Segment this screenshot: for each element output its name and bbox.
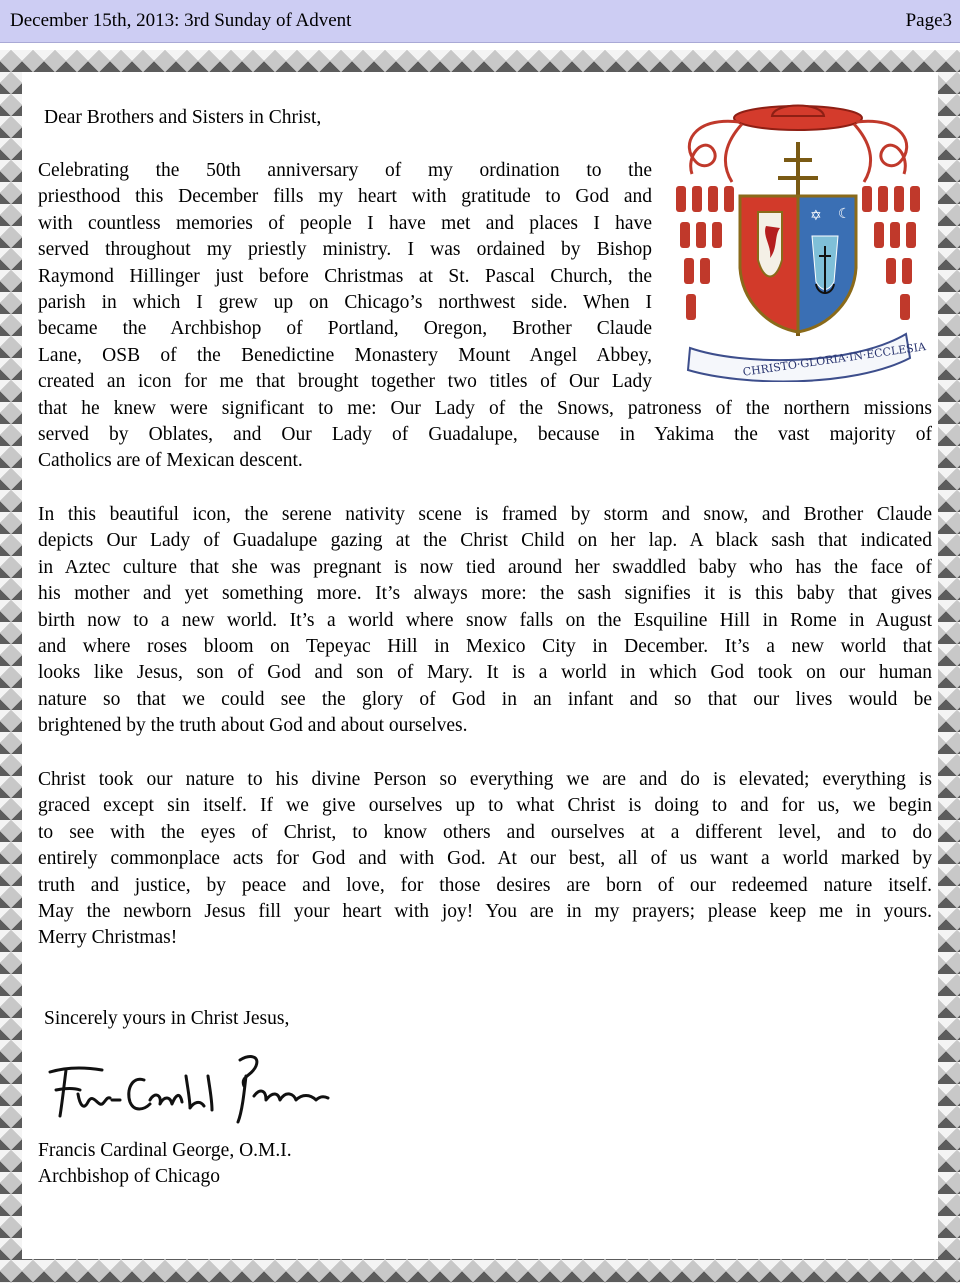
paragraph-3: [38, 767, 932, 952]
shield-icon: [740, 196, 856, 332]
paragraph-2: [38, 502, 932, 740]
paragraph-1-narrow: [38, 158, 652, 396]
text-line: served by Oblates, and Our Lady of Guadalupe, because in Yakima the vast majority of: [38, 424, 932, 445]
text-line: became the Archbishop of Portland, Oregon, Brother Claude: [38, 318, 652, 340]
text-line: truth and justice, by peace and love, for those desires are born of our redeemed nature itself.: [38, 874, 932, 896]
svg-text:☾: ☾: [838, 206, 851, 222]
text-line: with countless memories of people I have met and places I have: [38, 212, 652, 234]
paragraph-1-wide: [38, 396, 932, 475]
text-line: Christ took our nature to his divine Person so everything we are and do is elevated; everything is: [38, 769, 932, 790]
text-line: Lane, OSB of the Benedictine Monastery Mount Angel Abbey,: [38, 344, 652, 366]
text-line: entirely commonplace acts for God and with God. At our best, all of us want a world marked by: [38, 848, 932, 870]
text-line: created an icon for me that brought together two titles of Our Lady: [38, 371, 652, 393]
text-line: parish in which I grew up on Chicago’s northwest side. When I: [38, 292, 652, 314]
text-line: Merry Christmas!: [38, 927, 178, 949]
text-line: brightened by the truth about God and about ourselves.: [38, 715, 468, 737]
text-line: looks like Jesus, son of God and son of Mary. It is a world in which God took on our human: [38, 662, 932, 684]
text-line: Raymond Hillinger just before Christmas at St. Pascal Church, the: [38, 265, 652, 287]
header-title: December 15th, 2013: 3rd Sunday of Advent: [10, 10, 352, 31]
cardinal-hat-icon: [734, 106, 862, 131]
text-line: his mother and yet something more. It’s always more: the sash signifies it is this baby that gives: [38, 583, 932, 605]
motto-banner: [688, 334, 928, 381]
signer-title: Archbishop of Chicago: [38, 1166, 220, 1188]
text-line: In this beautiful icon, the serene nativity scene is framed by storm and snow, and Brother Claude: [38, 504, 932, 525]
text-line: May the newborn Jesus fill your heart with joy! You are in my prayers; please keep me in yours.: [38, 901, 932, 923]
text-line: graced except sin itself. If we give ourselves up to what Christ is doing to and for us, we begin: [38, 795, 932, 817]
text-line: birth now to a new world. It’s a world where snow falls on the Esquiline Hill in Rome in August: [38, 609, 932, 631]
text-line: priesthood this December fills my heart with gratitude to God and: [38, 186, 652, 208]
signer-name: Francis Cardinal George, O.M.I.: [38, 1140, 292, 1161]
svg-text:✡: ✡: [810, 208, 822, 224]
page-header: [0, 0, 960, 43]
text-line: depicts Our Lady of Guadalupe gazing at the Christ Child on her lap. A black sash that indicated: [38, 530, 932, 552]
page-number: Page3: [905, 10, 952, 31]
signature-image: [40, 1046, 332, 1126]
text-line: Celebrating the 50th anniversary of my ordination to the: [38, 160, 652, 181]
text-line: Catholics are of Mexican descent.: [38, 450, 303, 472]
text-line: nature so that we could see the glory of God in an infant and so that our lives would be: [38, 688, 932, 710]
coat-of-arms-image: [662, 86, 934, 382]
text-line: to see with the eyes of Christ, to know others and ourselves at a different level, and to do: [38, 821, 932, 843]
text-line: that he knew were significant to me: Our Lady of the Snows, patroness of the northern missions: [38, 397, 932, 419]
salutation: Dear Brothers and Sisters in Christ,: [44, 107, 322, 128]
svg-text:CHRISTO·GLORIA·IN·ECCLESIA: CHRISTO·GLORIA·IN·ECCLESIA: [741, 340, 927, 379]
text-line: and where roses bloom on Tepeyac Hill in Mexico City in December. It’s a new world that: [38, 636, 932, 658]
text-line: in Aztec culture that she was pregnant is now tied around her swaddled baby who has the face of: [38, 556, 932, 578]
closing: Sincerely yours in Christ Jesus,: [44, 1008, 290, 1029]
text-line: served throughout my priestly ministry. I was ordained by Bishop: [38, 239, 652, 261]
